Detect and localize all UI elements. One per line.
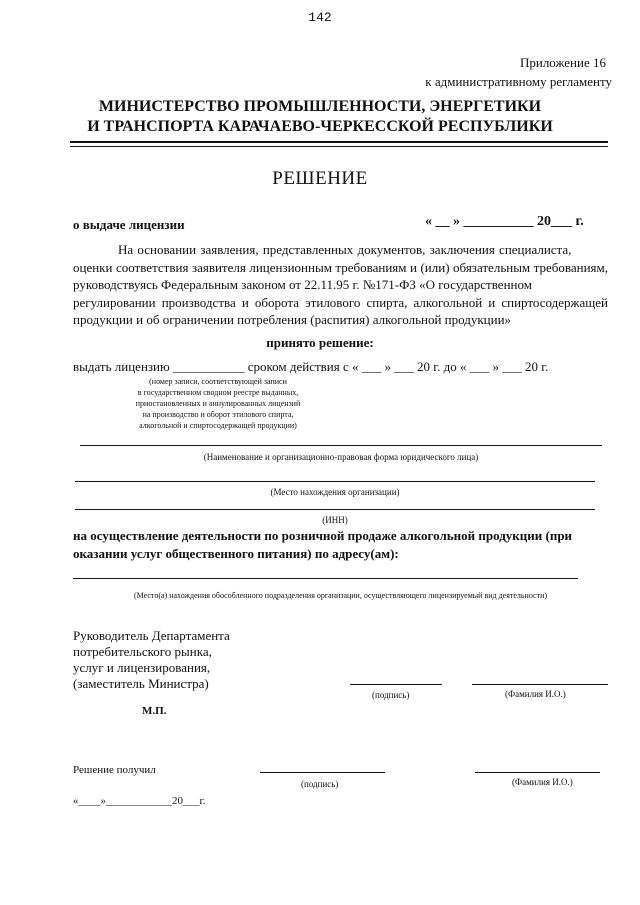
ministry-title-line-1: МИНИСТЕРСТВО ПРОМЫШЛЕННОСТИ, ЭНЕРГЕТИКИ	[98, 98, 542, 115]
received-signature-field	[260, 772, 385, 773]
header-rule-thin	[70, 146, 608, 147]
head-line-4: (заместитель Министра)	[73, 676, 209, 691]
org-location-field	[75, 481, 595, 482]
head-line-1: Руководитель Департамента	[73, 628, 230, 643]
body-line-5: продукции и об ограничении потребления (распития) алкогольной продукции»	[73, 312, 512, 327]
registry-note	[118, 376, 318, 431]
date-suffix: г.	[575, 214, 584, 229]
head-name-field	[472, 684, 608, 685]
received-label: Решение получил	[73, 764, 156, 776]
inn-caption: (ИНН)	[322, 515, 348, 525]
registry-note-line-2: в государственном сводном реестре выданных,	[137, 388, 299, 397]
org-location-caption: (Место нахождения организации)	[270, 487, 400, 497]
received-signature-caption: (подпись)	[301, 779, 339, 789]
appendix-line-1: Приложение 16	[519, 55, 606, 70]
activity-line-1: на осуществление деятельности по розничной продаже алкогольной продукции (при	[73, 528, 573, 543]
head-line-2: потребительского рынка,	[73, 644, 212, 659]
registry-note-line-1: (номер записи, соответствующей записи	[149, 377, 287, 386]
header-rule-thick	[70, 141, 608, 143]
registry-note-line-4: на производство и оборот этилового спирта,	[142, 410, 294, 419]
issue-license-line: выдать лицензию ___________ сроком действия с « ___ » ___ 20 г. до « ___ » ___ 20 г.	[73, 359, 549, 374]
head-signature-caption: (подпись)	[372, 690, 410, 700]
head-line-3: услуг и лицензирования,	[73, 660, 211, 675]
head-signature-field	[350, 684, 442, 685]
body-line-2: оценки соответствия заявителя лицензионным требованиям и (или) обязательным требованиям,	[73, 260, 608, 275]
receipt-date: «____»____________20___г.	[73, 795, 206, 807]
org-name-field	[80, 445, 602, 446]
decision-subject: о выдаче лицензии	[73, 217, 185, 232]
body-line-3: руководствуясь Федеральным законом от 22.11.95 г. №171-ФЗ «О государственном	[73, 277, 532, 292]
date-month-blank: __________	[463, 214, 534, 229]
received-name-field	[475, 772, 600, 773]
received-name-caption: (Фамилия И.О.)	[512, 777, 573, 787]
decision-date	[425, 214, 584, 230]
date-year: 20___	[537, 214, 572, 229]
appendix-line-2: к административному регламенту	[425, 74, 612, 89]
page-number: 142	[308, 10, 332, 25]
head-name-caption: (Фамилия И.О.)	[505, 689, 566, 699]
ministry-title-line-2: И ТРАНСПОРТА КАРАЧАЕВО-ЧЕРКЕССКОЙ РЕСПУБЛИКИ	[87, 118, 553, 135]
stamp-placeholder: М.П.	[142, 705, 167, 717]
decision-heading: принято решение:	[266, 335, 374, 350]
body-line-1: На основании заявления, представленных документов, заключения специалиста,	[118, 242, 572, 257]
date-quote-open: «	[425, 214, 432, 229]
activity-line-2: оказании услуг общественного питания) по адресу(ам):	[73, 546, 399, 561]
branch-location-field	[73, 578, 578, 579]
date-quote-close: »	[453, 214, 460, 229]
org-name-caption: (Наименование и организационно-правовая форма юридического лица)	[203, 452, 479, 462]
registry-note-line-5: алкогольной и спиртосодержащей продукции)	[139, 421, 297, 430]
body-line-4: регулировании производства и оборота этилового спирта, алкогольной и спиртосодержащей	[73, 295, 608, 310]
inn-field	[75, 509, 595, 510]
branch-location-caption: (Место(а) нахождения обособленного подразделения организации, осуществляющего лицензируемый вид деятельности)	[133, 591, 548, 600]
date-day-blank: __	[435, 214, 450, 229]
registry-note-line-3: приостановленных и аннулированных лицензий	[135, 399, 301, 408]
document-title: РЕШЕНИЕ	[272, 168, 368, 189]
